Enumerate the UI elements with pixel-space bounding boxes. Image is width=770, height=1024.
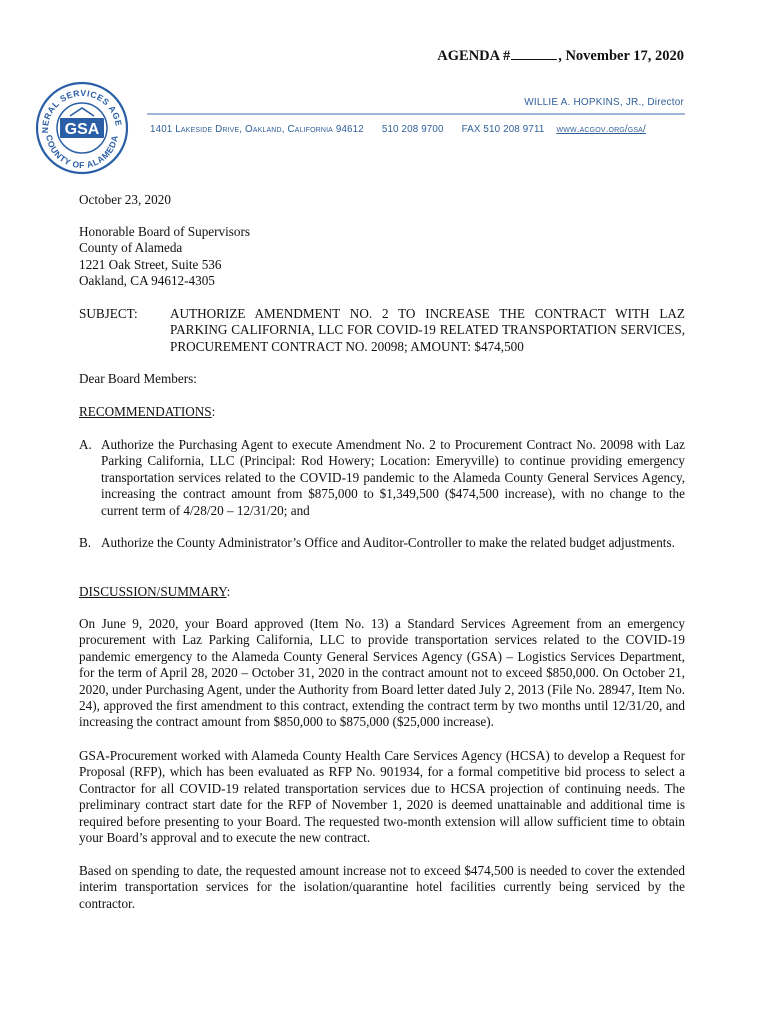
header-divider [147,113,685,115]
agenda-date: , November 17, 2020 [558,48,684,64]
contact-line [150,124,646,135]
recipient-line: Honorable Board of Supervisors [79,224,251,239]
website-link[interactable]: www.acgov.org/gsa/ [556,124,646,135]
agenda-number-blank [511,46,557,60]
agenda-prefix: AGENDA # [437,48,511,64]
letter-date: October 23, 2020 [79,192,171,207]
gsa-seal-icon [34,80,130,176]
logo-bottom-text: COUNTY OF ALAMEDA [44,134,120,171]
director-name: WILLIE A. HOPKINS, JR., Director [524,97,684,108]
recipient-line: 1221 Oak Street, Suite 536 [79,256,222,272]
recommendation-letter: A. [79,437,92,452]
agenda-header [437,46,684,65]
recipient-line: Oakland, CA 94612-4305 [79,273,215,289]
recommendations-heading-colon: : [211,404,216,419]
discussion-heading [79,584,685,600]
fax-number: FAX 510 208 9711 [461,124,545,135]
discussion-paragraph: Based on spending to date, the requested amount increase not to exceed $474,500 is needed to cover the extended interim transportation services for the isolation/quarantine hotel facilities currently being serviced by the contractor. [79,863,685,911]
logo-top-text: NERAL SERVICES AGE [39,87,124,134]
salutation: Dear Board Members: [79,371,197,386]
discussion-paragraph: GSA-Procurement worked with Alameda County Health Care Services Agency (HCSA) to develop a Request for Proposal (RFP), which has been evaluated as RFP No. 901934, for a formal competitive bid process to select a Contractor for all COVID-19 related transportation services due to HCSA projection of continuing needs. The preliminary contract start date for the RFP of November 1, 2020 is deemed unattainable and additional time is required before presenting to your Board. The requested two-month extension will allow sufficient time to obtain your Board’s approval and to execute the new contract. [79,748,685,846]
discussion-heading-colon: : [226,584,231,599]
recipient-address [79,224,685,290]
gsa-seal-logo [34,80,130,176]
recommendations-heading-text: RECOMMENDATIONS [79,404,212,419]
recommendations-heading [79,404,685,420]
discussion-heading-text: DISCUSSION/SUMMARY [79,584,227,599]
logo-center-text: GSA [64,121,100,138]
office-address: 1401 Lakeside Drive, Oakland, California 94612 [150,124,364,135]
recommendation-text: Authorize the County Administrator’s Office and Auditor-Controller to make the related budget adjustments. [101,535,675,550]
subject-label: SUBJECT: [79,306,138,321]
discussion-paragraph: On June 9, 2020, your Board approved (Item No. 13) a Standard Services Agreement from an emergency procurement with Laz Parking California, LLC to provide transportation services related to the COVID-19 pandemic emergency to the Alameda County General Services Agency (GSA) – Logistics Services Department, for the term of April 28, 2020 – October 31, 2020 in the contract amount not to exceed $850,000. On October 21, 2020, under Purchasing Agent, under the Authority from Board letter dated July 2, 2013 (File No. 28947, Item No. 24), approved the first amendment to this contract, extending the contract term by two months until 12/31/20, and increasing the contract amount from $850,000 to $875,000 ($25,000 increase). [79,616,685,730]
recommendation-text: Authorize the Purchasing Agent to execute Amendment No. 2 to Procurement Contract No. 20098 with Laz Parking California, LLC (Principal: Rod Howery; Location: Emeryville) to continue providing emergency transportation services related to the COVID-19 pandemic to the Alameda County General Services Agency, increasing the contract amount from $875,000 to $1,349,500 ($474,500 increase), with no change to the current term of 4/28/20 – 12/31/20; and [101,437,685,518]
recommendation-letter: B. [79,535,92,550]
subject-text: AUTHORIZE AMENDMENT NO. 2 TO INCREASE THE CONTRACT WITH LAZ PARKING CALIFORNIA, LLC FOR COVID-19 RELATED TRANSPORTATION SERVICES, PROCUREMENT CONTRACT NO. 20098; AMOUNT: $474,500 [170,306,685,354]
recipient-line: County of Alameda [79,240,183,256]
phone-number: 510 208 9700 [381,124,444,135]
